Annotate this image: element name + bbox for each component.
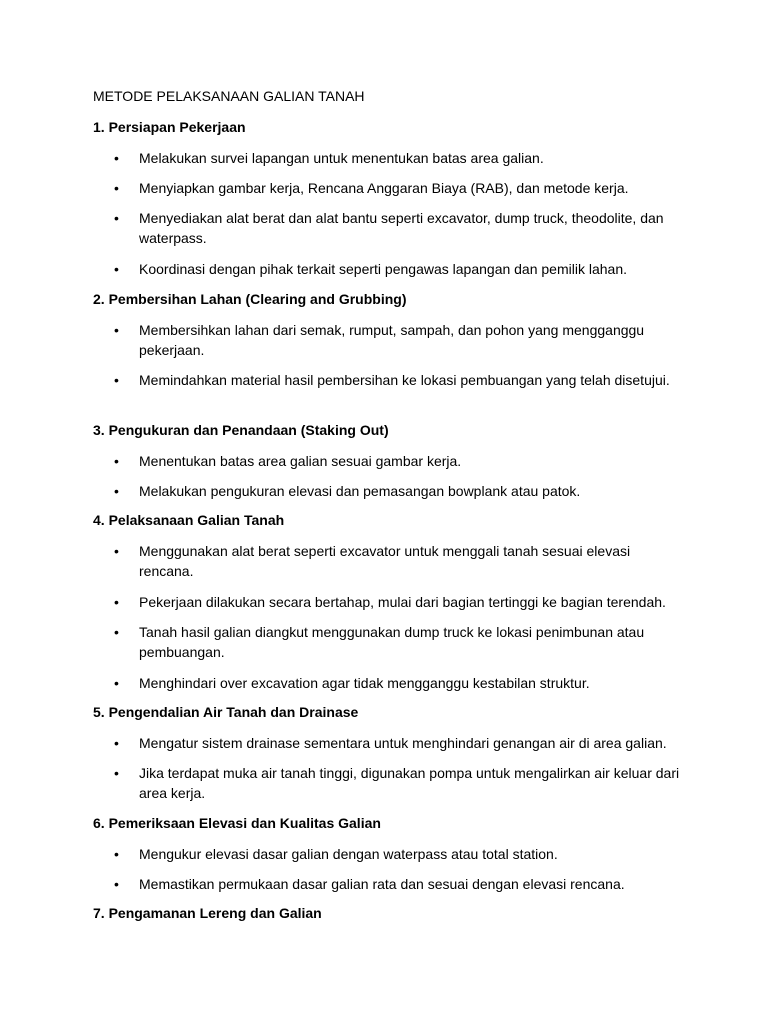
list-item: Memindahkan material hasil pembersihan ke lokasi pembuangan yang telah disetujui. xyxy=(139,372,670,388)
list-item: Membersihkan lahan dari semak, rumput, sampah, dan pohon yang mengganggu pekerjaan. xyxy=(139,322,645,358)
bullet-marker: • xyxy=(114,453,119,469)
list-item: Jika terdapat muka air tanah tinggi, digunakan pompa untuk mengalirkan air keluar dari area kerja. xyxy=(139,765,680,801)
bullet-marker: • xyxy=(114,675,119,691)
list-item: Memastikan permukaan dasar galian rata dan sesuai dengan elevasi rencana. xyxy=(139,876,625,892)
bullet-marker: • xyxy=(114,210,119,226)
bullet-marker: • xyxy=(114,372,119,388)
list-item: Tanah hasil galian diangkut menggunakan dump truck ke lokasi penimbunan atau pembuangan. xyxy=(139,624,645,660)
list-item: Menyediakan alat berat dan alat bantu seperti excavator, dump truck, theodolite, dan waterpass. xyxy=(139,210,664,246)
bullet-marker: • xyxy=(114,483,119,499)
section-heading-3: 3. Pengukuran dan Penandaan (Staking Out) xyxy=(93,422,389,438)
bullet-marker: • xyxy=(114,322,119,338)
bullet-marker: • xyxy=(114,846,119,862)
list-item: Melakukan survei lapangan untuk menentukan batas area galian. xyxy=(139,150,544,166)
section-heading-5: 5. Pengendalian Air Tanah dan Drainase xyxy=(93,704,359,720)
list-item: Menghindari over excavation agar tidak mengganggu kestabilan struktur. xyxy=(139,675,590,691)
section-heading-1: 1. Persiapan Pekerjaan xyxy=(93,119,246,135)
list-item: Menggunakan alat berat seperti excavator untuk menggali tanah sesuai elevasi rencana. xyxy=(139,543,631,579)
section-heading-6: 6. Pemeriksaan Elevasi dan Kualitas Galian xyxy=(93,815,381,831)
section-heading-4: 4. Pelaksanaan Galian Tanah xyxy=(93,512,285,528)
list-item: Koordinasi dengan pihak terkait seperti pengawas lapangan dan pemilik lahan. xyxy=(139,261,627,277)
list-item: Pekerjaan dilakukan secara bertahap, mulai dari bagian tertinggi ke bagian terendah. xyxy=(139,594,666,610)
document-title: METODE PELAKSANAAN GALIAN TANAH xyxy=(93,88,365,104)
section-heading-2: 2. Pembersihan Lahan (Clearing and Grubbing) xyxy=(93,291,407,307)
list-item: Menyiapkan gambar kerja, Rencana Anggaran Biaya (RAB), dan metode kerja. xyxy=(139,180,629,196)
list-item: Mengukur elevasi dasar galian dengan waterpass atau total station. xyxy=(139,846,558,862)
bullet-marker: • xyxy=(114,876,119,892)
bullet-marker: • xyxy=(114,624,119,640)
bullet-marker: • xyxy=(114,765,119,781)
list-item: Menentukan batas area galian sesuai gambar kerja. xyxy=(139,453,462,469)
bullet-marker: • xyxy=(114,261,119,277)
bullet-marker: • xyxy=(114,543,119,559)
list-item: Mengatur sistem drainase sementara untuk menghindari genangan air di area galian. xyxy=(139,735,667,751)
bullet-marker: • xyxy=(114,150,119,166)
bullet-marker: • xyxy=(114,735,119,751)
bullet-marker: • xyxy=(114,180,119,196)
bullet-marker: • xyxy=(114,594,119,610)
section-heading-7: 7. Pengamanan Lereng dan Galian xyxy=(93,905,322,921)
list-item: Melakukan pengukuran elevasi dan pemasangan bowplank atau patok. xyxy=(139,483,581,499)
